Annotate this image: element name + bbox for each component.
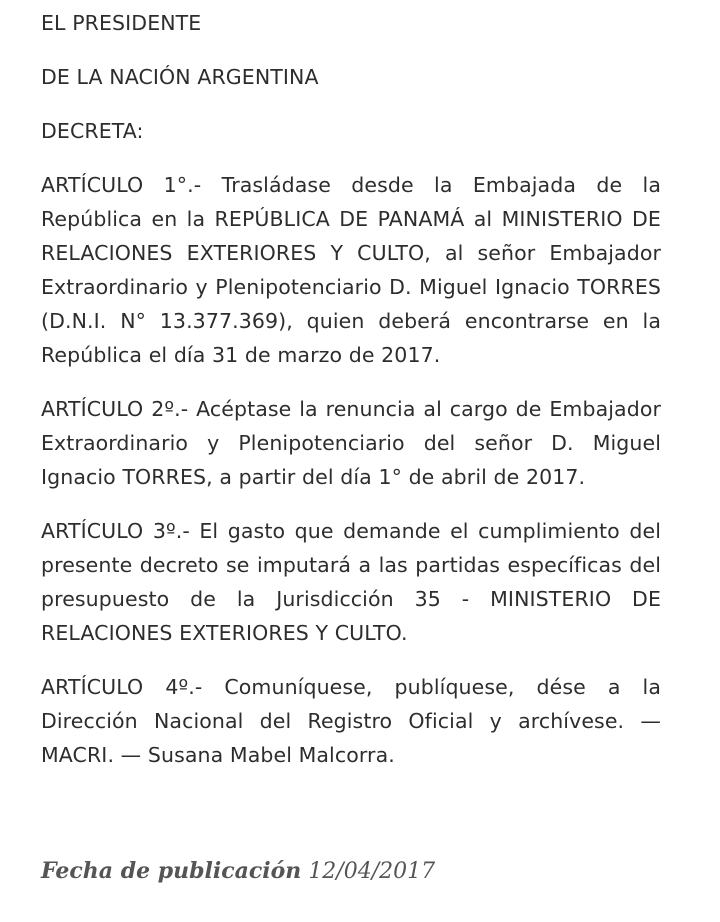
header-decreta: DECRETA:	[41, 119, 144, 143]
article-4: ARTÍCULO 4º.- Comuníquese, publíquese, dése a la Dirección Nacional del Registro Oficial y archívese. — MACRI. — Susana Mabel Malcorra.	[41, 675, 661, 767]
article-3: ARTÍCULO 3º.- El gasto que demande el cumplimiento del presente decreto se imputará a las partidas específicas del presupuesto de la Jurisdicción 35 - MINISTERIO DE RELACIONES EXTERIORES Y CULTO.	[41, 519, 661, 645]
header-nation: DE LA NACIÓN ARGENTINA	[41, 65, 319, 89]
publication-label: Fecha de publicación	[41, 858, 302, 884]
publication-date: 12/04/2017	[308, 859, 436, 884]
publication-date-line	[41, 858, 435, 884]
article-1: ARTÍCULO 1°.- Trasládase desde la Embajada de la República en la REPÚBLICA DE PANAMÁ al MINISTERIO DE RELACIONES EXTERIORES Y CULTO, al señor Embajador Extraordinario y Plenipotenciario D. Miguel Ignacio TORRES (D.N.I. N° 13.377.369), quien deberá encontrarse en la República el día 31 de marzo de 2017.	[41, 173, 661, 367]
article-2: ARTÍCULO 2º.- Acéptase la renuncia al cargo de Embajador Extraordinario y Plenipotenciario del señor D. Miguel Ignacio TORRES, a partir del día 1° de abril de 2017.	[41, 397, 661, 489]
header-president: EL PRESIDENTE	[41, 11, 202, 35]
decree-document	[41, 6, 661, 792]
